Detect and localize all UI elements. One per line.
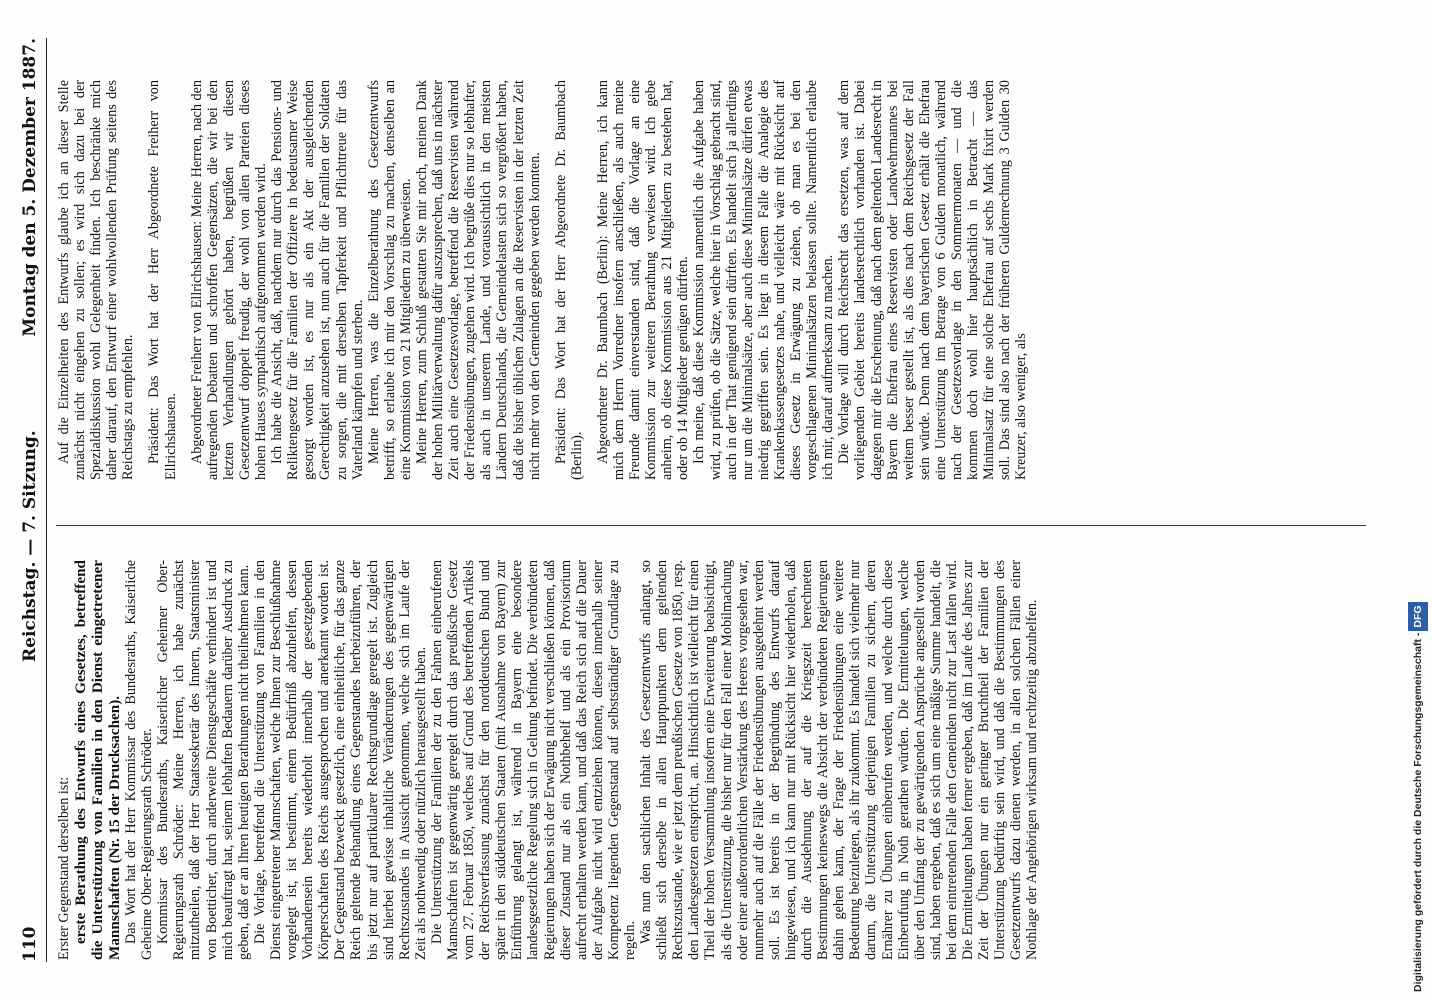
paragraph: Die Unterstützung der Familien der zu den Fahnen einberufenen Mannschaften ist gegenwärtig geregelt durch das preußische Gesetz vom 27. Februar 1850, welches auf Grund des betreffenden Artikels der Reichsverfassung zunächst für den norddeutschen Bund und später in den süddeutschen Staaten (mit Ausnahme von Bayern) zur Einführung gelangt ist, während in Bayern eine besondere landesgesetzliche Regelung sich in Geltung befindet. Die verbündeten Regierungen haben sich der Erwägung nicht verschließen können, daß dieser Zustand nur als ein Nothbehelf und als ein Provisorium aufrecht erhalten werden kann, und daß das Reich sich auf die Dauer der Aufgabe nicht wird entziehen können, diesen innerhalb seiner Kompetenz liegenden Gegenstand auf selbstständiger Grundlage zu regeln. [428, 560, 638, 960]
right-column [56, 80, 1029, 480]
paragraph-spacer [136, 80, 146, 480]
paragraph: Präsident: Das Wort hat der Herr Abgeordnete Dr. Baumbach (Berlin). [552, 80, 585, 480]
paragraph: Erster Gegenstand derselben ist: [56, 776, 72, 960]
paragraph: Was nun den sachlichen Inhalt des Gesetzentwurfs anlangt, so schließt sich derselbe in allen Hauptpunkten dem geltenden Rechtszustande, wie er jetzt dem preußischen Gesetze von 1850, resp. den Landesgesetzen entspricht, an. Hinsichtlich ist vielleicht für einen Theil der hohen Versammlung insofern eine Erweiterung beabsichtigt, als die Unterstützung, die bisher nur für den Fall einer Mobilmachung oder einer außerordentlichen Verstärkung des Heeres vorgesehen war, nunmehr auch auf die Fälle der Friedensübungen ausgedehnt werden soll. Es ist bereits in der Begründung des Entwurfs darauf hingewiesen, und ich kann nur mit Rücksicht hier wiederholen, daß durch die Ausdehnung der auf die Kriegszeit berechneten Bestimmungen keineswegs die Absicht der verbündeten Regierungen dahin gehen kann, der Frage der Friedensübungen eine weitere Bedeutung beizulegen, als ihr zukommt. Es handelt sich vielmehr nur darum, die Unterstützung derjenigen Familien zu sichern, deren Ernährer zu Übungen einberufen werden, und welche durch diese Einberufung in Noth gerathen würden. Die Ermittelungen, welche über den Umfang der zu gewärtigenden Ansprüche angestellt worden sind, haben ergeben, daß es sich um eine mäßige Summe handelt, die bei dem eintretenden Falle den Gemeinden nicht zur Last fallen wird. Die Ermittelungen haben ferner ergeben, daß im Laufe des Jahres zur Zeit der Übungen nur ein geringer Bruchtheil der Familien der Unterstützung bedürftig sein wird, und daß die Bestimmungen des Gesetzentwurfs dazu dienen werden, in allen solchen Fällen einer Nothlage der Angehörigen wirksam und rechtzeitig abzuhelfen. [638, 560, 1041, 960]
paragraph: Meine Herren, was die Einzelberathung des Gesetzentwurfs betrifft, so erlaube ich mir den Vorschlag zu machen, denselben an eine Kommission von 21 Mitgliedern zu überweisen. [365, 80, 414, 480]
paragraph: Meine Herren, zum Schluß gestatten Sie mir noch, meinen Dank der hohen Militärverwaltung dafür auszusprechen, daß uns in nächster Zeit auch eine Gesetzesvorlage, betreffend die Reservisten während der Friedensübungen, zugehen wird. Ich begrüße dies nur so lebhafter, als auch in unserem Lande, und voraussichtlich in den meisten Ländern Deutschlands, die Gemeindelasten sich so vergrößert haben, daß die bisher üblichen Zulagen an die Reservisten in der letzten Zeit nicht mehr von den Gemeinden gegeben werden konnten. [413, 80, 543, 480]
paragraph: Kommissar des Bundesraths, Kaiserlicher Geheimer Ober-Regierungsrath Schröder: Meine Herren, ich habe zunächst mitzutheilen, daß der Herr Staatssekretär des Innern, Staatsminister von Boetticher, durch anderweite Dienstgeschäfte verhindert ist und mich beauftragt hat, seinem lebhaften Bedauern darüber Ausdruck zu geben, daß er an Ihren heutigen Berathungen nicht theilnehmen kann. [155, 560, 252, 960]
paragraph: Abgeordneter Dr. Baumbach (Berlin): Meine Herren, ich kann mich dem Herrn Vorredner insofern anschließen, als auch meine Freunde damit einverstanden sind, daß die Vorlage an eine Kommission zur weiteren Berathung verwiesen wird. Ich gebe anheim, ob diese Kommission aus 21 Mitgliedern zu bestehen hat, oder ob 14 Mitglieder genügen dürften. [594, 80, 692, 480]
digitization-credit [1408, 8, 1428, 992]
header-rule [46, 38, 47, 962]
paragraph: Präsident: Das Wort hat der Herr Abgeordnete Freiherr von Ellrichshausen. [146, 80, 179, 480]
credit-text: Digitalisierung gefördert durch die Deutsche Forschungsgemeinschaft - [1412, 632, 1424, 992]
paragraph: Die Vorlage, betreffend die Unterstützung von Familien in den Dienst eingetretener Mannschaften, welche Ihnen zur Beschlußnahme vorgelegt ist, ist bestimmt, einem Bedürfniß abzuhelfen, dessen Vorhandensein bereits wiederholt innerhalb der gesetzgebenden Körperschaften des Reichs ausgesprochen und anerkannt worden ist. Der Gegenstand bezweckt gesetzlich, eine einheitliche, für das ganze Reich geltende Behandlung eines Gegenstandes herbeizuführen, der bis jetzt nur auf partikularer Rechtsgrundlage geregelt ist. Zugleich sind hierbei gewisse inhaltliche Veränderungen des gegenwärtigen Rechtszustandes in Aussicht genommen, welche sich im Laufe der Zeit als nothwendig oder nützlich herausgestellt haben. [251, 560, 429, 960]
paragraph-spacer [179, 80, 189, 480]
dfg-logo: DFG [1408, 602, 1428, 630]
paragraph-spacer [585, 80, 595, 480]
paragraph: Die Vorlage will durch Reichsrecht das ersetzen, was auf dem vorliegenden Gebiet bereits landesrechtlich vorhanden ist. Dabei dagegen mir die Erscheinung, daß nach dem geltenden Landesrecht in Bayern die Ehefrau eines Reservisten oder Landwehrmannes bei weitem besser gestellt ist, als dies nach dem Reichsgesetz der Fall sein würde. Denn nach dem bayerischen Gesetz erhält die Ehefrau eine Unterstützung im Betrage von 6 Gulden monatlich, während nach der Gesetzesvorlage in den Sommermonaten — und die kommen doch wohl hier hauptsächlich in Betracht — das Minimalsatz für eine solche Ehefrau auf sechs Mark fixirt werden soll. Das sind also nach der früheren Guldenrechnung 3 Gulden 30 Kreuzer, also weniger, als [836, 80, 1030, 480]
paragraph: Das Wort hat der Herr Kommissar des Bundesraths, Kaiserliche Geheime Ober-Regierungsrath Schröder. [123, 560, 156, 960]
session-date: Montag den 5. Dezember 1887. [20, 38, 40, 337]
paragraph: Ich meine, daß diese Kommission namentlich die Aufgabe haben wird, zu prüfen, ob die Sätze, welche hier in Vorschlag gebracht sind, auch in der That genügend sein dürften. Es handelt sich ja allerdings nur um die Minimalsätze, aber auch diese Minimalsätze dürfen etwas niedrig gegriffen sein. Es liegt in diesem Falle die Analogie des Krankenkassengesetzes nahe, und vielleicht wäre mit Rücksicht auf dieses Gesetz in Erwägung zu ziehen, ob man es bei den vorgeschlagenen Minimalsätzen belassen sollte. Namentlich erlaube ich mir, darauf aufmerksam zu machen. [691, 80, 837, 480]
agenda-item-title: erste Berathung des Entwurfs eines Gesetzes, betreffend die Unterstützung von Familien in den Dienst eingetretener Mannschaften (Nr. 15 der Drucksachen). [72, 560, 124, 960]
left-column [56, 560, 1040, 960]
paragraph-spacer [543, 80, 553, 480]
page-header [18, 38, 48, 962]
column-divider [56, 525, 1366, 526]
session-title: Reichstag. — 7. Sitzung. [20, 430, 40, 662]
paragraph: Auf die Einzelheiten des Entwurfs glaube ich an dieser Stelle zunächst nicht eingehen zu sollen; es wird sich dazu bei der Spezialdiskussion wohl Gelegenheit finden. Ich beschränke mich daher darauf, den Entwurf einer wohlwollenden Prüfung seitens des Reichstags zu empfehlen. [56, 80, 137, 480]
paragraph: Abgeordneter Freiherr von Ellrichshausen: Meine Herren, nach den aufregenden Debatten und schroffen Gegensätzen, die wir bei den letzten Verhandlungen gehört haben, begrüßen wir diesen Gesetzentwurf doppelt freudig, der wohl von allen Parteien dieses hohen Hauses sympathisch aufgenommen werden wird. [188, 80, 270, 480]
paragraph: Ich habe die Ansicht, daß, nachdem nur durch das Pensions- und Reliktengesetz für die Familien der Offiziere in bedeutsamer Weise gesorgt worden ist, es nur als ein Akt der ausgleichenden Gerechtigkeit anzusehen ist, nun auch für die Familien der Soldaten zu sorgen, die mit derselben Tapferkeit und Pflichttreue für das Vaterland kämpfen und sterben. [269, 80, 366, 480]
page-number: 110 [20, 926, 40, 962]
